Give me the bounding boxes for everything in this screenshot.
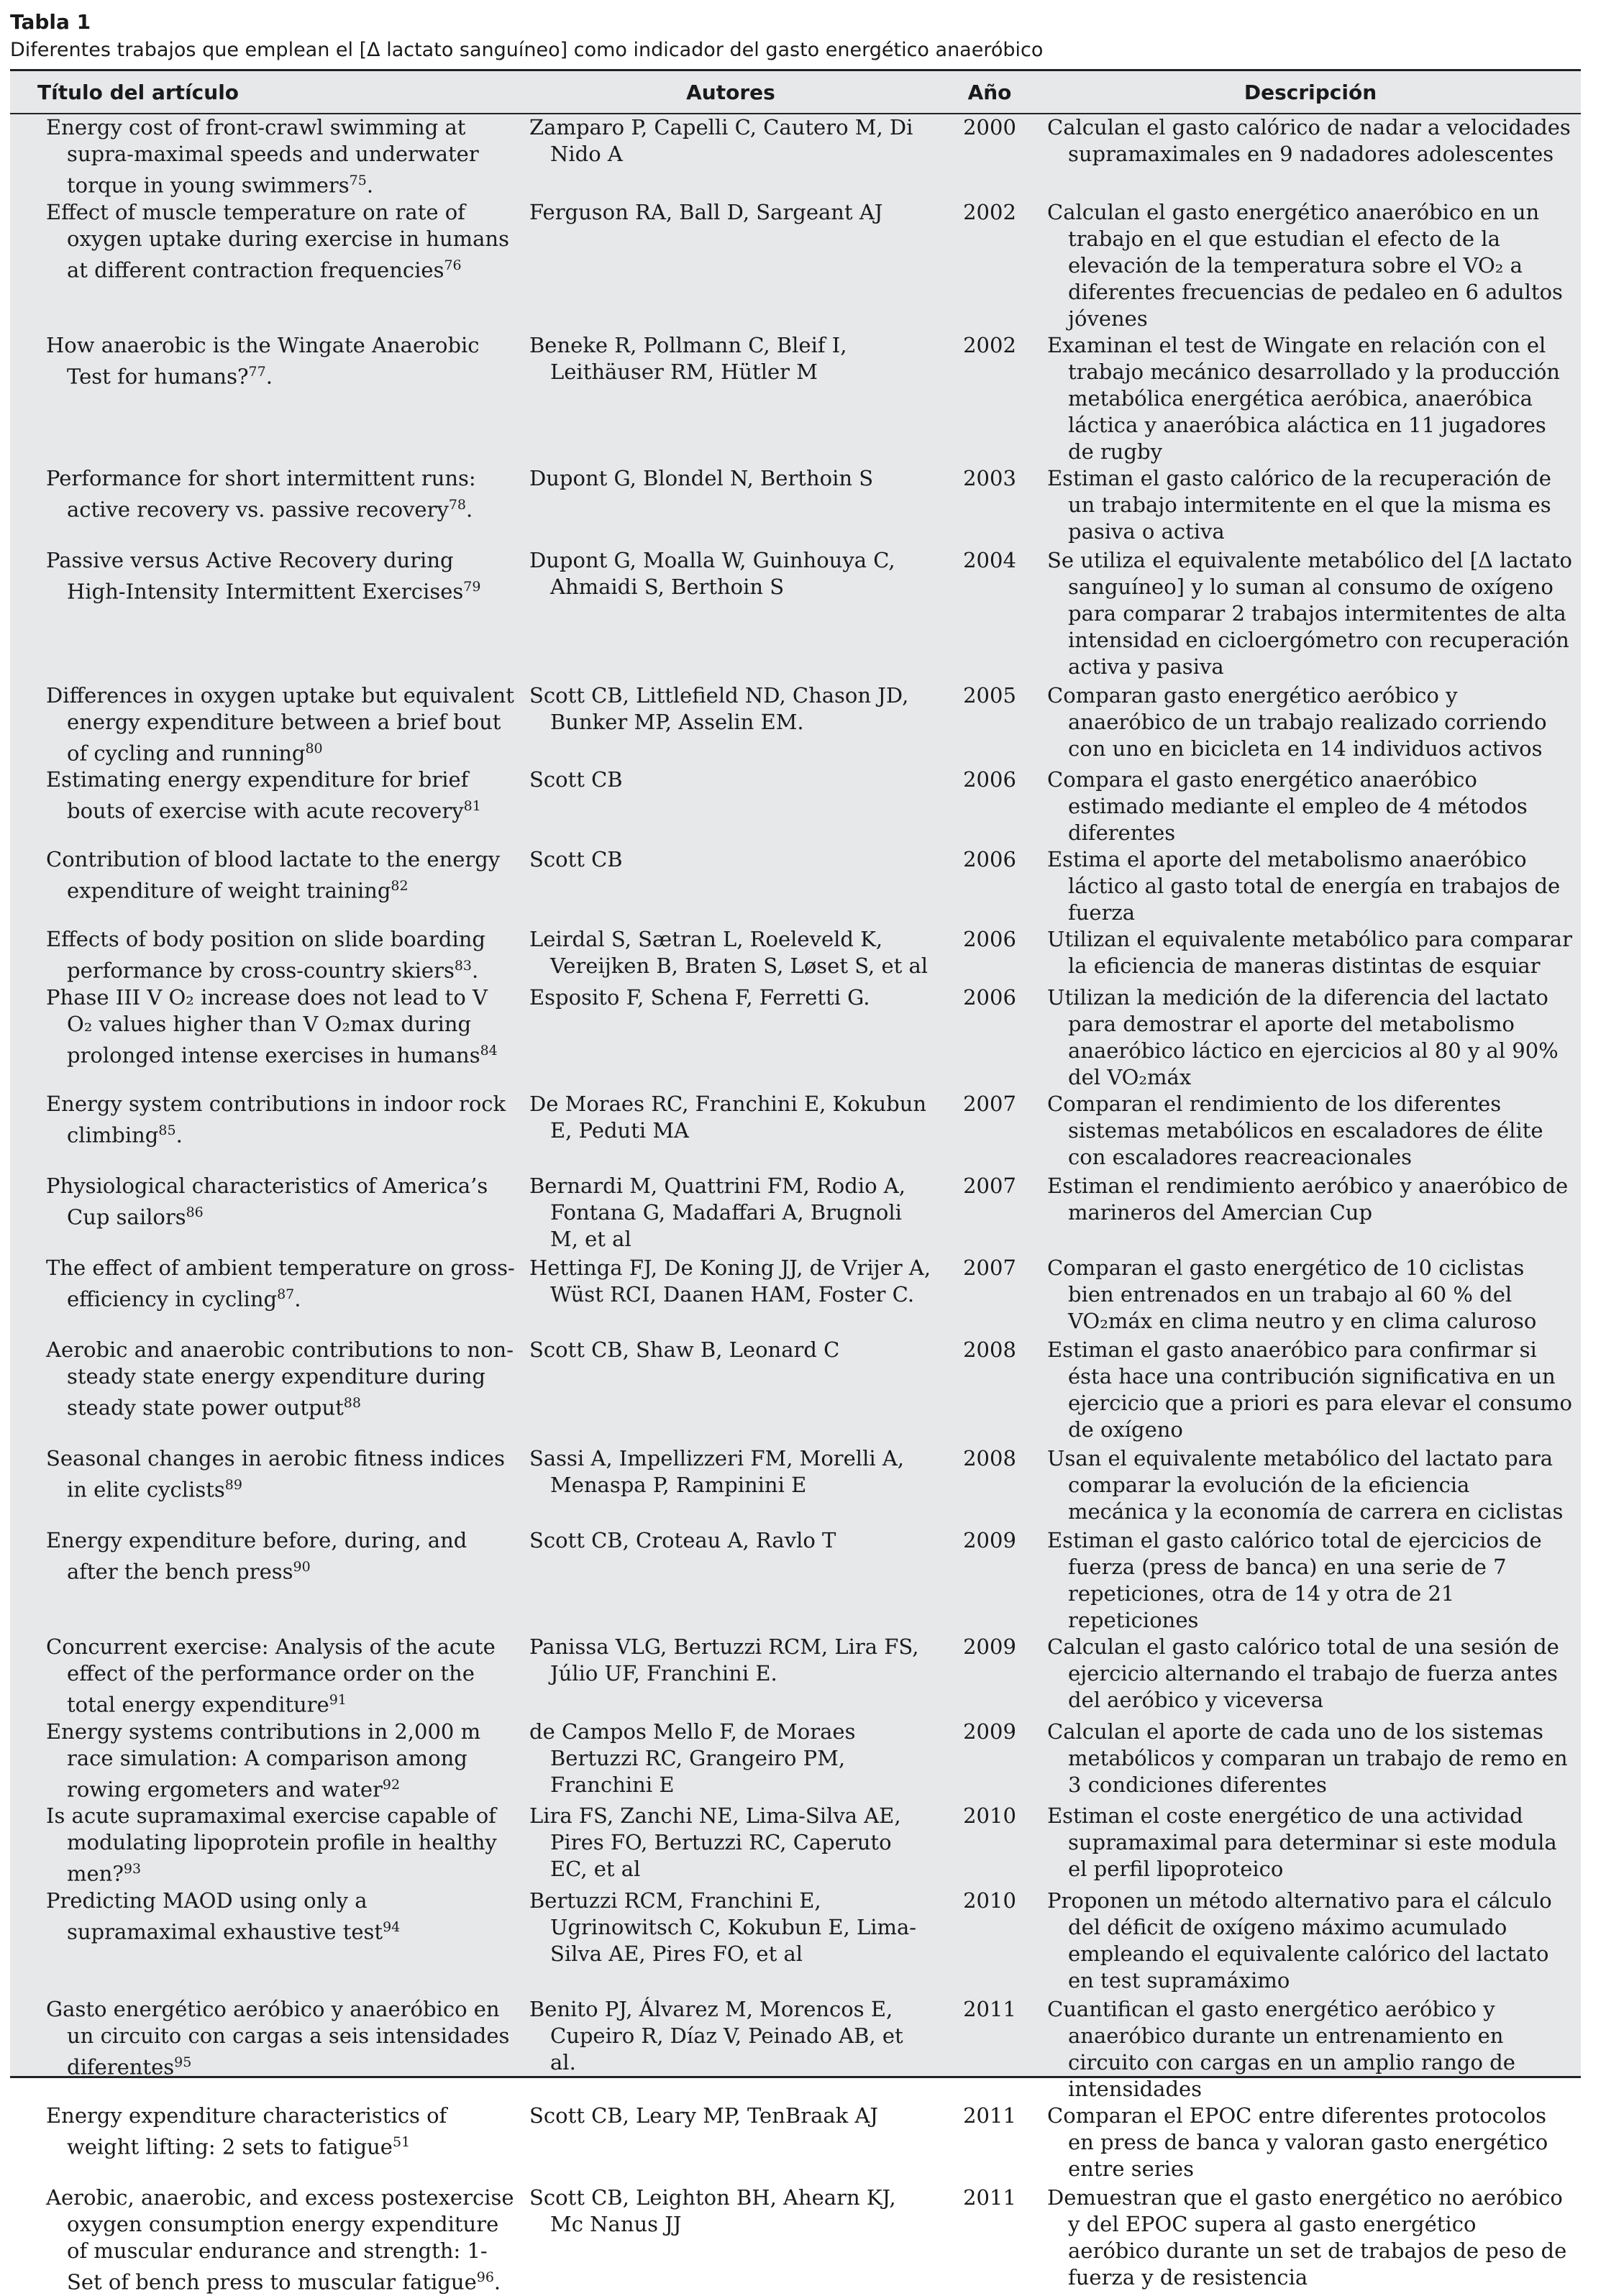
title-end-punctuation: . [265,364,273,389]
authors-text: De Moraes RC, Franchini E, Kokubun E, Peduti MA [529,1091,927,1143]
description-text: Comparan el rendimiento de los diferentes sistemas metabólicos en escaladores de élite con escaladores reacreacionales [1047,1091,1543,1169]
description-text: Utilizan la medición de la diferencia del lactato para demostrar el aporte del metabolismo anaeróbico láctico en ejercicios al 80 y al 90% del VO₂máx [1047,984,1559,1089]
table-row [10,1996,1581,2103]
reference-number: 95 [174,2054,192,2070]
description-text: Utilizan el equivalente metabólico para comparar la eficiencia de maneras distintas de esquiar [1047,927,1572,979]
year-text: 2011 [963,1996,1016,2021]
article-title: Physiological characteristics of America’s Cup sailors [46,1173,488,1230]
authors-text: Scott CB, Croteau A, Ravlo T [529,1527,836,1552]
article-title: Energy systems contributions in 2,000 m race simulation: A comparison among rowing ergometers and water [46,1719,481,1802]
authors-text: Scott CB, Shaw B, Leonard C [529,1337,840,1362]
table-label: Tabla 1 [10,10,91,34]
cell-description [1040,926,1581,984]
cell-description [1040,1634,1581,1719]
title-end-punctuation: . [466,497,473,522]
article-title: The effect of ambient temperature on gross-efficiency in cycling [46,1255,515,1312]
table-row [10,1803,1581,1888]
cell-description [1040,984,1581,1091]
cell-authors [522,1634,939,1719]
cell-description [1040,1173,1581,1255]
cell-authors [522,846,939,926]
reference-number: 89 [224,1476,242,1493]
year-text: 2006 [963,767,1016,792]
table-row [10,1719,1581,1803]
authors-text: Scott CB [529,767,623,792]
cell-title [10,1996,522,2103]
description-text: Calculan el gasto calórico de nadar a velocidades supramaximales en 9 nadadores adolescentes [1047,115,1571,166]
reference-number: 94 [383,1918,401,1935]
cell-title [10,1173,522,1255]
cell-title [10,1091,522,1173]
year-text: 2005 [963,682,1016,708]
cell-authors [522,2185,939,2296]
cell-year [939,2103,1040,2185]
reference-number: 91 [329,1691,347,1708]
year-text: 2008 [963,1337,1016,1362]
cell-year [939,846,1040,926]
cell-authors [522,926,939,984]
cell-description [1040,465,1581,547]
cell-title [10,332,522,465]
cell-year [939,1888,1040,1996]
description-text: Proponen un método alternativo para el cálculo del déficit de oxígeno máximo acumulado empleando el equivalente calórico del lactato en test supramáximo [1047,1888,1552,1993]
reference-number: 92 [382,1776,401,1793]
cell-title [10,114,522,199]
article-title: Estimating energy expenditure for brief bouts of exercise with acute recovery [46,767,469,823]
article-title: Is acute supramaximal exercise capable of modulating lipoprotein profile in healthy men? [46,1803,497,1886]
cell-year [939,199,1040,332]
year-text: 2006 [963,847,1016,872]
reference-number: 87 [277,1286,295,1302]
year-text: 2009 [963,1634,1016,1659]
cell-description [1040,332,1581,465]
reference-number: 76 [444,257,462,273]
cell-description [1040,1527,1581,1634]
reference-number: 51 [392,2133,411,2150]
year-text: 2008 [963,1445,1016,1471]
article-title: Effect of muscle temperature on rate of oxygen uptake during exercise in humans at different contraction frequencies [46,199,509,283]
table-row [10,1173,1581,1255]
article-title: Aerobic and anaerobic contributions to non-steady state energy expenditure during steady state power output [46,1337,514,1420]
cell-title [10,846,522,926]
description-text: Estiman el gasto calórico total de ejercicios de fuerza (press de banca) en una serie de 7 repeticiones, otra de 14 y otra de 21 repeticiones [1047,1527,1542,1632]
year-text: 2000 [963,115,1016,140]
table-row [10,1255,1581,1337]
article-title: Phase III V O₂ increase does not lead to V O₂ values higher than V O₂max during prolonged intense exercises in humans [46,984,488,1068]
reference-number: 83 [454,958,473,974]
article-title: Performance for short intermittent runs: active recovery vs. passive recovery [46,465,476,522]
cell-authors [522,1337,939,1445]
authors-text: Lira FS, Zanchi NE, Lima-Silva AE, Pires FO, Bertuzzi RC, Caperuto EC, et al [529,1803,901,1882]
table-row [10,1337,1581,1445]
year-text: 2004 [963,547,1016,572]
authors-text: Sassi A, Impellizzeri FM, Morelli A, Menaspa P, Rampinini E [529,1445,905,1497]
cell-title [10,1888,522,1996]
cell-year [939,465,1040,547]
year-text: 2009 [963,1719,1016,1744]
table-header-row [10,71,1581,114]
cell-authors [522,767,939,846]
description-text: Estiman el rendimiento aeróbico y anaeróbico de marineros del Amercian Cup [1047,1173,1569,1225]
table-row [10,114,1581,199]
table-body [10,114,1581,2296]
reference-number: 80 [305,740,323,756]
cell-authors [522,1091,939,1173]
cell-title [10,926,522,984]
cell-authors [522,2103,939,2185]
cell-description [1040,1888,1581,1996]
cell-description [1040,1996,1581,2103]
cell-title [10,1803,522,1888]
description-text: Se utiliza el equivalente metabólico del [Δ lactato sanguíneo] y lo suman al consumo de oxígeno para comparar 2 trabajos intermitentes de alta intensidad en cicloergómetro con recuperación activa y pasiva [1047,547,1572,679]
cell-authors [522,199,939,332]
cell-year [939,1719,1040,1803]
cell-description [1040,1255,1581,1337]
table-row [10,2185,1581,2296]
article-title: Concurrent exercise: Analysis of the acute effect of the performance order on the total energy expenditure [46,1634,496,1717]
column-header-year: Año [939,71,1040,114]
cell-description [1040,767,1581,846]
cell-title [10,984,522,1091]
cell-year [939,332,1040,465]
authors-text: Beneke R, Pollmann C, Bleif I, Leithäuser RM, Hütler M [529,332,847,384]
article-title: Effects of body position on slide boarding performance by cross-country skiers [46,927,485,983]
cell-authors [522,1445,939,1527]
table-row [10,1091,1581,1173]
column-header-title: Título del artículo [10,71,522,114]
description-text: Comparan el gasto energético de 10 ciclistas bien entrenados en un trabajo al 60 % del VO₂máx en clima neutro y en clima caluroso [1047,1255,1537,1333]
cell-year [939,1634,1040,1719]
cell-title [10,2185,522,2296]
cell-year [939,114,1040,199]
cell-year [939,1803,1040,1888]
reference-number: 77 [248,363,266,380]
cell-year [939,984,1040,1091]
authors-text: Dupont G, Moalla W, Guinhouya C, Ahmaidi S, Berthoin S [529,547,895,599]
year-text: 2007 [963,1173,1016,1198]
article-title: Gasto energético aeróbico y anaeróbico en un circuito con cargas a seis intensidades diferentes [46,1996,510,2080]
description-text: Estima el aporte del metabolismo anaeróbico láctico al gasto total de energía en trabajos de fuerza [1047,847,1561,925]
article-title: Contribution of blood lactate to the energy expenditure of weight training [46,847,501,903]
cell-description [1040,2185,1581,2296]
article-title: Energy cost of front-crawl swimming at supra-maximal speeds and underwater torque in young swimmers [46,115,479,198]
title-end-punctuation: . [472,958,479,983]
cell-year [939,1337,1040,1445]
authors-text: Scott CB, Leary MP, TenBraak AJ [529,2103,879,2128]
authors-text: Scott CB [529,847,623,872]
reference-number: 88 [343,1394,361,1411]
cell-year [939,1173,1040,1255]
cell-year [939,547,1040,682]
table-row [10,332,1581,465]
title-end-punctuation: . [294,1286,301,1312]
cell-year [939,1255,1040,1337]
article-title: Energy system contributions in indoor rock climbing [46,1091,506,1148]
year-text: 2009 [963,1527,1016,1552]
table-row [10,1445,1581,1527]
cell-description [1040,199,1581,332]
cell-authors [522,547,939,682]
reference-number: 96 [476,2269,494,2285]
table-caption-text: Diferentes trabajos que emplean el [Δ lactato sanguíneo] como indicador del gasto energético anaeróbico [10,39,1044,61]
column-header-authors: Autores [522,71,939,114]
article-title: How anaerobic is the Wingate Anaerobic Test for humans? [46,332,480,389]
description-text: Examinan el test de Wingate en relación con el trabajo mecánico desarrollado y la producción metabólica energética aeróbica, anaeróbica láctica y anaeróbica aláctica en 11 jugadores de rugby [1047,332,1560,464]
table-row [10,682,1581,767]
description-text: Cuantifican el gasto energético aeróbico y anaeróbico durante un entrenamiento en circuito con cargas en un amplio rango de intensidades [1047,1996,1515,2101]
year-text: 2006 [963,984,1016,1010]
authors-text: Panissa VLG, Bertuzzi RCM, Lira FS, Júlio UF, Franchini E. [529,1634,919,1686]
reference-number: 86 [186,1204,204,1220]
cell-year [939,2185,1040,2296]
cell-year [939,767,1040,846]
cell-description [1040,1803,1581,1888]
table-row [10,1888,1581,1996]
cell-authors [522,332,939,465]
cell-authors [522,1527,939,1634]
table-row [10,926,1581,984]
article-title: Differences in oxygen uptake but equivalent energy expenditure between a brief bout of cycling and running [46,682,514,766]
year-text: 2007 [963,1091,1016,1116]
article-title: Aerobic, anaerobic, and excess postexercise oxygen consumption energy expenditure of muscular endurance and strength: 1-Set of bench press to muscular fatigue [46,2185,514,2295]
cell-description [1040,682,1581,767]
year-text: 2002 [963,332,1016,357]
article-title: Energy expenditure characteristics of weight lifting: 2 sets to fatigue [46,2103,447,2159]
authors-text: Hettinga FJ, De Koning JJ, de Vrijer A, Wüst RCI, Daanen HAM, Foster C. [529,1255,931,1307]
cell-authors [522,465,939,547]
year-text: 2003 [963,465,1016,490]
reference-number: 81 [463,798,481,815]
cell-title [10,1445,522,1527]
data-table [10,69,1581,2295]
article-title: Seasonal changes in aerobic fitness indices in elite cyclists [46,1445,505,1502]
authors-text: Zamparo P, Capelli C, Cautero M, Di Nido A [529,115,913,166]
cell-title [10,767,522,846]
authors-text: Esposito F, Schena F, Ferretti G. [529,984,870,1010]
description-text: Estiman el coste energético de una actividad supramaximal para determinar si este modula el perfil lipoproteico [1047,1803,1557,1882]
cell-year [939,926,1040,984]
authors-text: Leirdal S, Sætran L, Roeleveld K, Vereijken B, Braten S, Løset S, et al [529,927,929,979]
description-text: Comparan el EPOC entre diferentes protocolos en press de banca y valoran gasto energético entre series [1047,2103,1548,2181]
description-text: Calculan el gasto energético anaeróbico en un trabajo en el que estudian el efecto de la elevación de la temperatura sobre el VO₂ a diferentes frecuencias de pedaleo en 6 adultos jóvenes [1047,199,1563,331]
reference-number: 78 [448,496,467,513]
description-text: Demuestran que el gasto energético no aeróbico y del EPOC supera al gasto energético aeróbico durante un set de trabajos de peso de fuerza y de resistencia [1047,2185,1567,2290]
cell-title [10,1255,522,1337]
table-row [10,199,1581,332]
column-header-description: Descripción [1040,71,1581,114]
year-text: 2010 [963,1888,1016,1913]
table-row [10,547,1581,682]
cell-authors [522,1719,939,1803]
reference-number: 84 [480,1042,498,1058]
description-text: Estiman el gasto anaeróbico para confirmar si ésta hace una contribución significativa en un ejercicio que a priori es para elevar el consumo de oxígeno [1047,1337,1572,1442]
table-row [10,2103,1581,2185]
authors-text: Ferguson RA, Ball D, Sargeant AJ [529,199,883,224]
cell-description [1040,114,1581,199]
cell-description [1040,1091,1581,1173]
description-text: Calculan el gasto calórico total de una sesión de ejercicio alternando el trabajo de fuerza antes del aeróbico y viceversa [1047,1634,1559,1712]
cell-description [1040,846,1581,926]
title-end-punctuation: . [366,173,374,198]
cell-description [1040,1445,1581,1527]
description-text: Calculan el aporte de cada uno de los sistemas metabólicos y comparan un trabajo de remo en 3 condiciones diferentes [1047,1719,1568,1797]
authors-text: Bernardi M, Quattrini FM, Rodio A, Fontana G, Madaffari A, Brugnoli M, et al [529,1173,905,1251]
table-row [10,846,1581,926]
authors-text: Scott CB, Leighton BH, Ahearn KJ, Mc Nanus JJ [529,2185,896,2236]
cell-year [939,1527,1040,1634]
table-row [10,465,1581,547]
cell-year [939,1996,1040,2103]
cell-title [10,1527,522,1634]
authors-text: Scott CB, Littlefield ND, Chason JD, Bunker MP, Asselin EM. [529,682,909,734]
year-text: 2007 [963,1255,1016,1280]
cell-title [10,547,522,682]
cell-year [939,1091,1040,1173]
year-text: 2002 [963,199,1016,224]
authors-text: Bertuzzi RCM, Franchini E, Ugrinowitsch C, Kokubun E, Lima-Silva AE, Pires FO, et al [529,1888,917,1966]
table-row [10,1634,1581,1719]
cell-authors [522,1173,939,1255]
cell-title [10,682,522,767]
cell-title [10,2103,522,2185]
cell-title [10,1337,522,1445]
title-end-punctuation: . [175,1122,183,1148]
authors-text: Dupont G, Blondel N, Berthoin S [529,465,874,490]
cell-title [10,1719,522,1803]
table-row [10,1527,1581,1634]
cell-title [10,465,522,547]
cell-title [10,1634,522,1719]
article-title: Energy expenditure before, during, and after the bench press [46,1527,467,1584]
reference-number: 85 [158,1122,176,1138]
cell-authors [522,682,939,767]
table-row [10,984,1581,1091]
article-title: Passive versus Active Recovery during High-Intensity Intermittent Exercises [46,547,464,604]
cell-authors [522,1255,939,1337]
year-text: 2011 [963,2103,1016,2128]
cell-description [1040,1719,1581,1803]
article-title: Predicting MAOD using only a supramaximal exhaustive test [46,1888,383,1944]
title-end-punctuation: . [493,2269,501,2295]
cell-authors [522,1996,939,2103]
year-text: 2011 [963,2185,1016,2210]
year-text: 2010 [963,1803,1016,1829]
reference-number: 82 [391,878,409,895]
description-text: Compara el gasto energético anaeróbico estimado mediante el empleo de 4 métodos diferentes [1047,767,1528,846]
description-text: Estiman el gasto calórico de la recuperación de un trabajo intermitente en el que la misma es pasiva o activa [1047,465,1551,544]
reference-number: 79 [463,578,481,595]
cell-description [1040,547,1581,682]
reference-number: 93 [123,1861,142,1877]
table-row [10,767,1581,846]
description-text: Usan el equivalente metabólico del lactato para comparar la evolución de la eficiencia mecánica y la economía de carrera en ciclistas [1047,1445,1564,1524]
cell-description [1040,2103,1581,2185]
authors-text: Benito PJ, Álvarez M, Morencos E, Cupeiro R, Díaz V, Peinado AB, et al. [529,1996,903,2075]
cell-authors [522,1888,939,1996]
cell-authors [522,984,939,1091]
table-caption [10,9,1596,65]
cell-authors [522,114,939,199]
cell-description [1040,1337,1581,1445]
authors-text: de Campos Mello F, de Moraes Bertuzzi RC, Grangeiro PM, Franchini E [529,1719,856,1797]
reference-number: 75 [349,173,367,188]
cell-year [939,682,1040,767]
cell-title [10,199,522,332]
reference-number: 90 [293,1558,311,1575]
cell-authors [522,1803,939,1888]
year-text: 2006 [963,927,1016,952]
cell-year [939,1445,1040,1527]
description-text: Comparan gasto energético aeróbico y anaeróbico de un trabajo realizado corriendo con uno en bicicleta en 14 individuos activos [1047,682,1547,761]
